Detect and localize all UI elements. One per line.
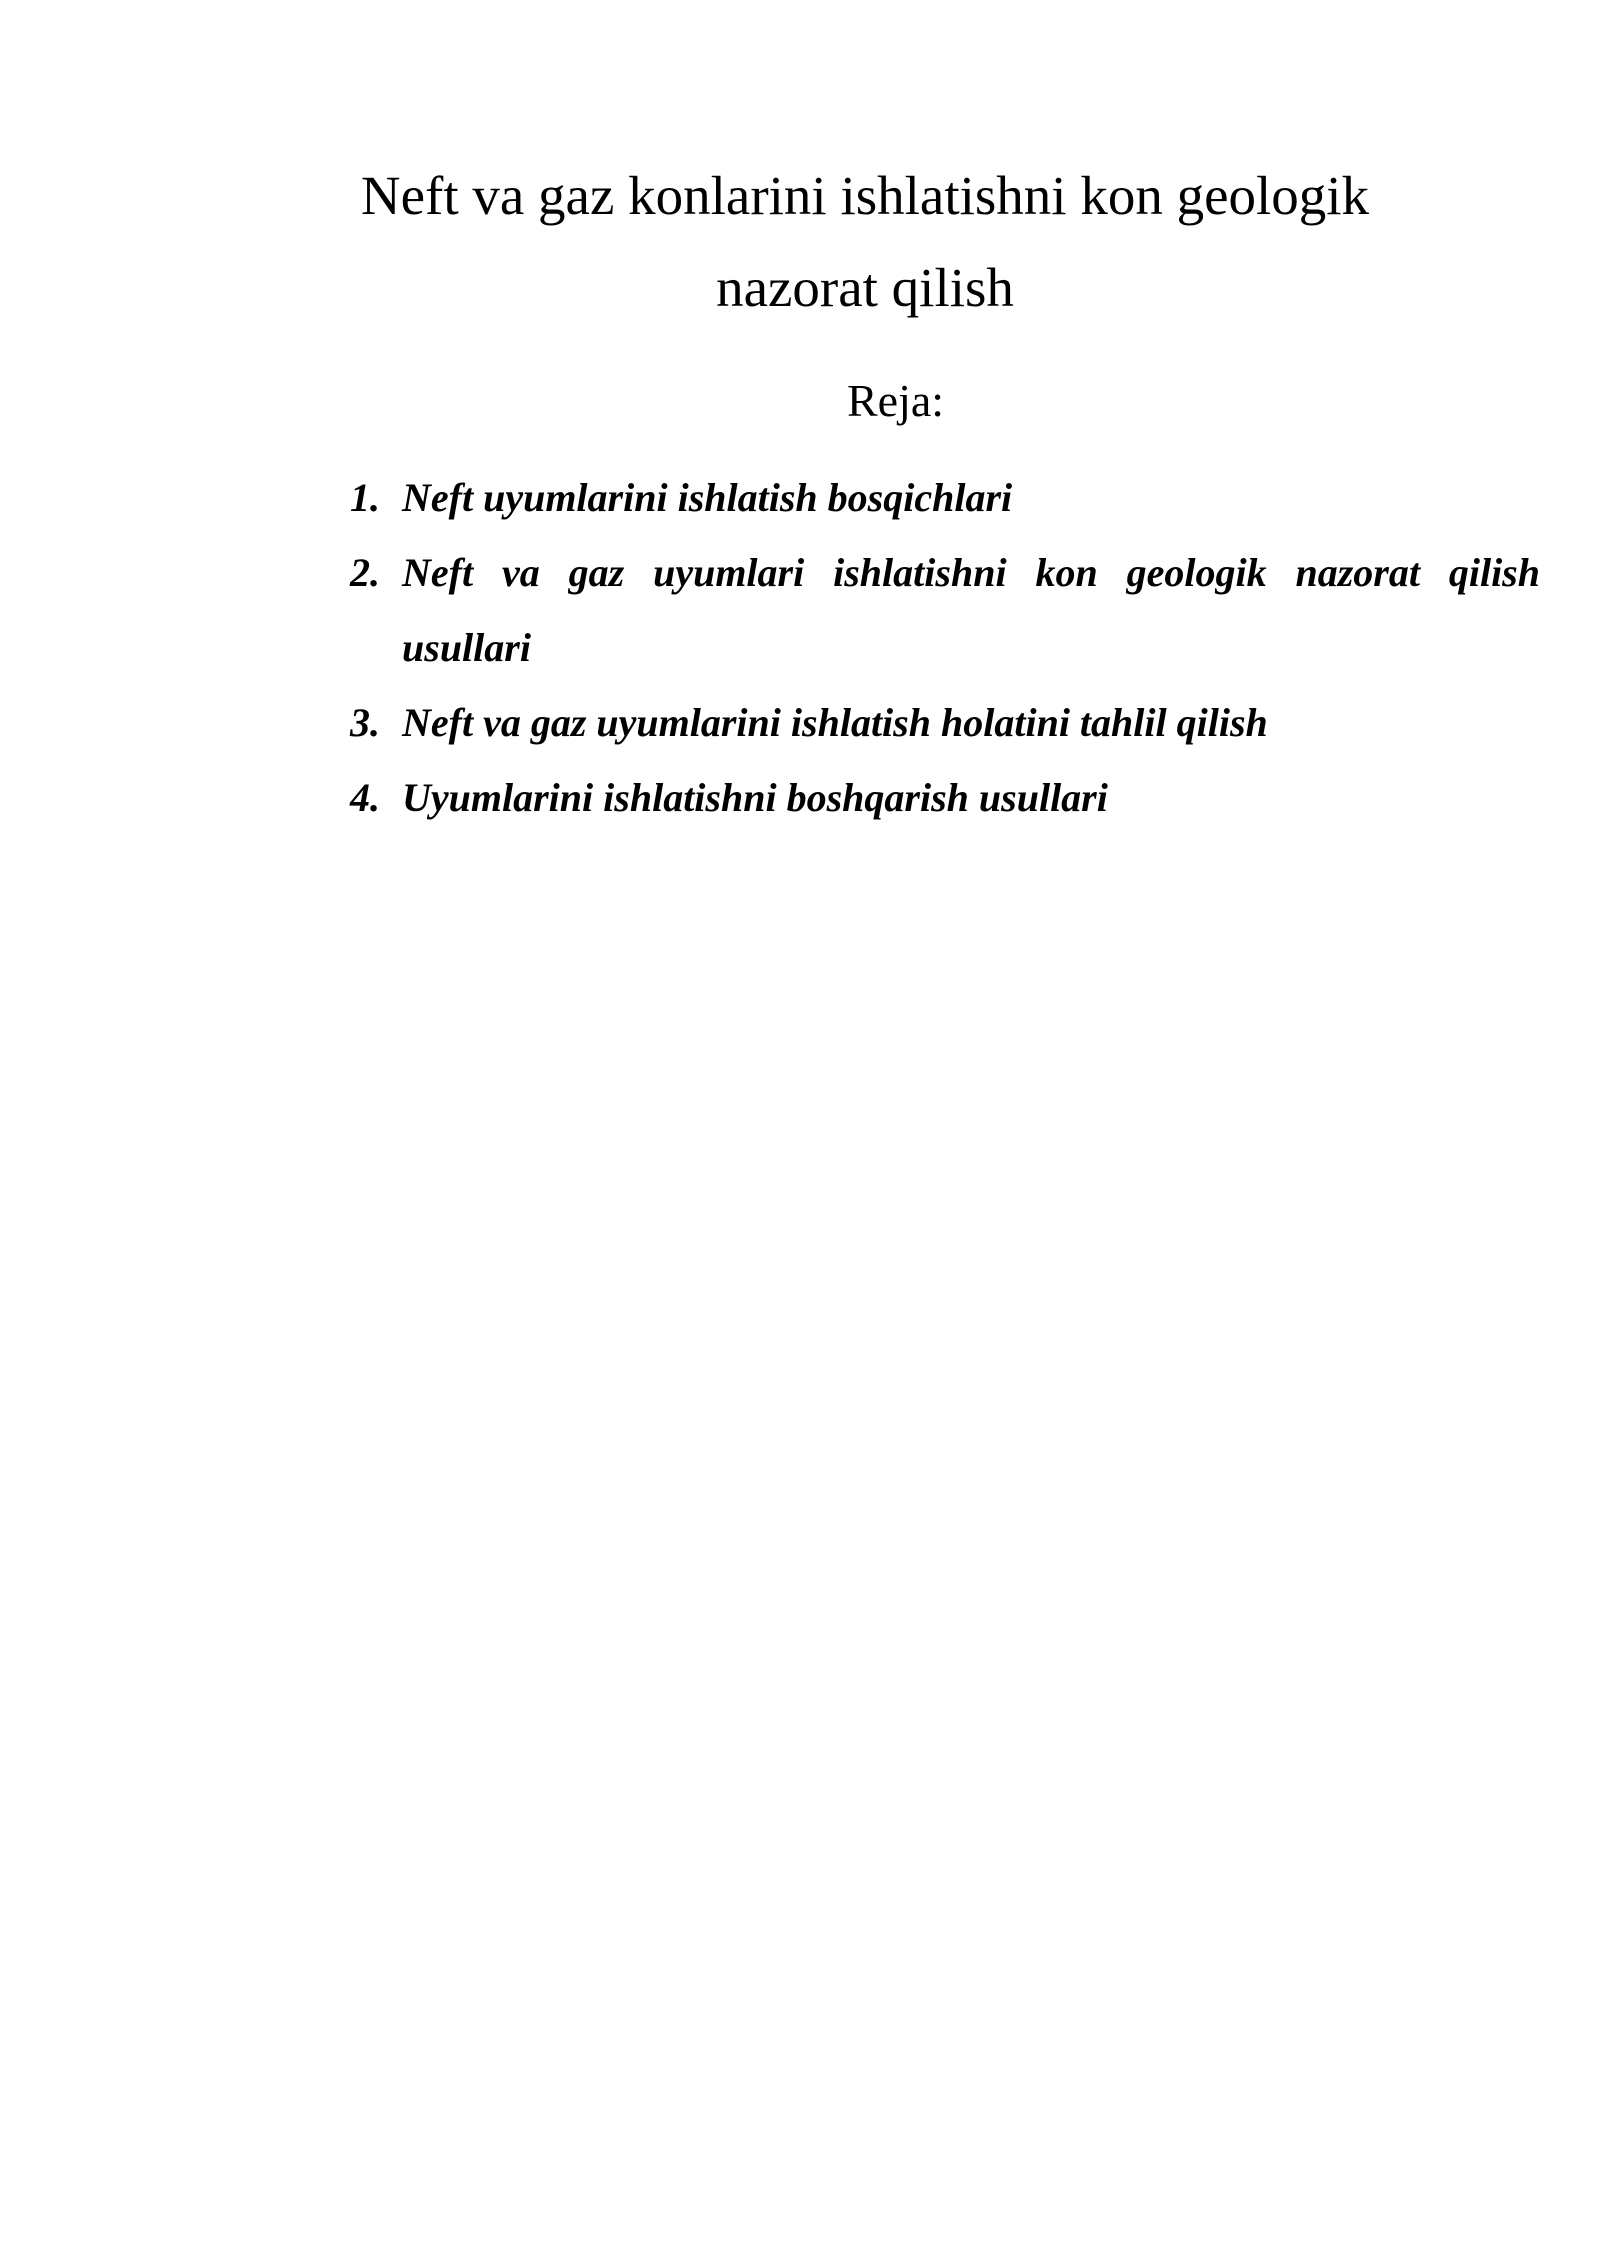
plan-item-3 <box>350 685 1500 760</box>
plan-item-text-continuation: usullari <box>402 625 531 670</box>
plan-item-number: 2. <box>350 550 380 595</box>
plan-item-2 <box>350 535 1540 685</box>
plan-item-text: Neft uyumlarini ishlatish bosqichlari <box>402 475 1013 520</box>
plan-item-text: Neft va gaz uyumlarini ishlatish holatini tahlil qilish <box>402 700 1268 745</box>
plan-item-number: 1. <box>350 475 380 520</box>
plan-item-text: Uyumlarini ishlatishni boshqarish usullari <box>402 775 1108 820</box>
plan-item-1 <box>350 460 1500 535</box>
plan-heading: Reja: <box>847 375 945 426</box>
plan-list <box>350 460 1540 835</box>
plan-item-text: Neft va gaz uyumlari ishlatishni kon geologik nazorat qilish <box>402 550 1540 595</box>
title-line-1: Neft va gaz konlarini ishlatishni kon geologik <box>360 165 1370 226</box>
title-line-2: nazorat qilish <box>716 257 1014 318</box>
plan-item-number: 4. <box>350 775 380 820</box>
document-title <box>300 150 1430 334</box>
plan-item-4 <box>350 760 1500 835</box>
plan-item-number: 3. <box>350 700 380 745</box>
